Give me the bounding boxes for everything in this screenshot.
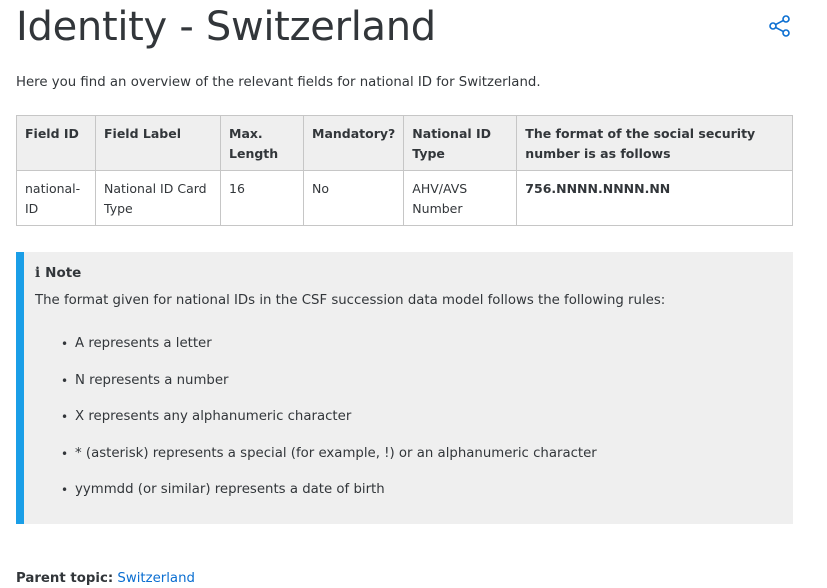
table-header-row [17,116,793,171]
cell-national-id-type: AHV/AVS Number [404,171,517,226]
share-icon[interactable] [768,14,792,38]
parent-topic-link[interactable]: Switzerland [117,571,195,586]
note-box [16,252,793,524]
rules-list [61,335,597,518]
intro-text: Here you find an overview of the relevant fields for national ID for Switzerland. [16,75,541,90]
header-field-label: Field Label [96,116,221,171]
list-item: • N represents a number [61,372,597,390]
page-title: Identity - Switzerland [16,4,436,50]
cell-mandatory: No [304,171,404,226]
header-format: The format of the social security number is as follows [517,116,793,171]
header-field-id: Field ID [17,116,96,171]
header-max-length: Max. Length [221,116,304,171]
list-item: • A represents a letter [61,335,597,353]
fields-table [16,115,793,226]
note-heading-label: Note [45,265,82,281]
info-icon: i [35,265,41,281]
cell-field-label: National ID Card Type [96,171,221,226]
note-heading [35,264,81,282]
list-item: • yymmdd (or similar) represents a date of birth [61,481,597,499]
cell-field-id: national-ID [17,171,96,226]
parent-topic [16,570,195,588]
header-mandatory: Mandatory? [304,116,404,171]
table-row [17,171,793,226]
header-national-id-type: National ID Type [404,116,517,171]
parent-topic-label: Parent topic: [16,571,114,586]
note-lead-text: The format given for national IDs in the CSF succession data model follows the following rules: [35,293,666,308]
list-item: • X represents any alphanumeric character [61,408,597,426]
cell-max-length: 16 [221,171,304,226]
cell-format: 756.NNNN.NNNN.NN [517,171,793,226]
list-item: • * (asterisk) represents a special (for example, !) or an alphanumeric character [61,445,597,463]
